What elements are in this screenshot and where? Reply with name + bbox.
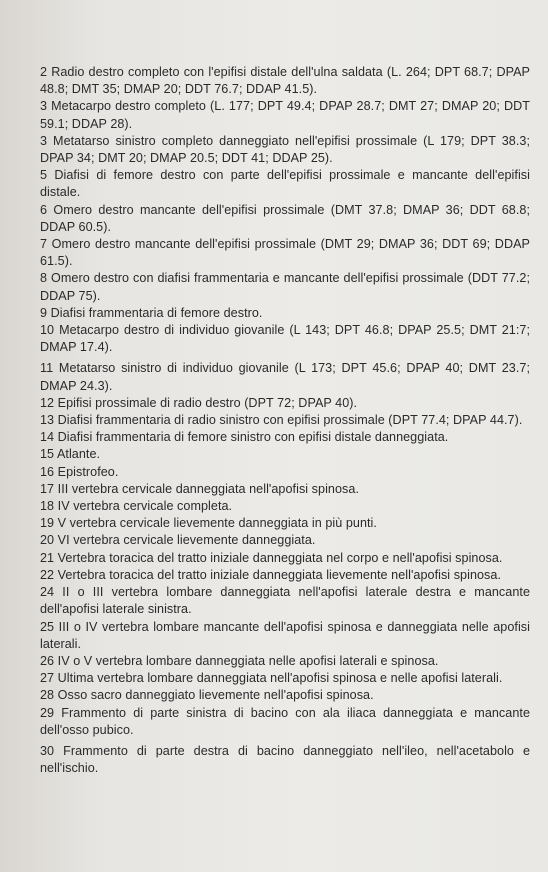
list-item: 16 Epistrofeo. [40, 464, 119, 479]
list-item: 21 Vertebra toracica del tratto iniziale danneggiata nel corpo e nell'apofisi spinosa. [40, 550, 503, 565]
list-item: 19 V vertebra cervicale lievemente danneggiata in più punti. [40, 516, 377, 531]
list-item: 14 Diafisi frammentaria di femore sinistro con epifisi distale danneggiata. [40, 430, 449, 445]
list-item: 3 Metacarpo destro completo (L. 177; DPT 49.4; DPAP 28.7; DMT 27; DMAP 20; DDT 59.1; DDAP 28). [40, 99, 530, 131]
list-item: 7 Omero destro mancante dell'epifisi prossimale (DMT 29; DMAP 36; DDT 69; DDAP 61.5). [40, 237, 530, 269]
list-item: 8 Omero destro con diafisi frammentaria e mancante dell'epifisi prossimale (DDT 77.2; DDAP 75). [40, 271, 530, 303]
list-item: 28 Osso sacro danneggiato lievemente nell'apofisi spinosa. [40, 688, 374, 703]
list-item: 5 Diafisi di femore destro con parte dell'epifisi prossimale e mancante dell'epifisi distale. [40, 168, 530, 200]
list-item: 2 Radio destro completo con l'epifisi distale dell'ulna saldata (L. 264; DPT 68.7; DPAP 48.8; DMT 35; DMAP 20; DDT 76.7; DDAP 41.5). [40, 65, 530, 97]
list-item: 27 Ultima vertebra lombare danneggiata nell'apofisi spinosa e nelle apofisi laterali. [40, 671, 503, 686]
inventory-list [40, 64, 530, 777]
list-item: 13 Diafisi frammentaria di radio sinistro con epifisi prossimale (DPT 77.4; DPAP 44.7). [40, 413, 523, 428]
list-item: 6 Omero destro mancante dell'epifisi prossimale (DMT 37.8; DMAP 36; DDT 68.8; DDAP 60.5). [40, 202, 530, 234]
list-item: 3 Metatarso sinistro completo danneggiato nell'epifisi prossimale (L 179; DPT 38.3; DPAP 34; DMT 20; DMAP 20.5; DDT 41; DDAP 25). [40, 133, 530, 166]
list-item: 18 IV vertebra cervicale completa. [40, 499, 233, 514]
list-item: 10 Metacarpo destro di individuo giovanile (L 143; DPT 46.8; DPAP 25.5; DMT 21:7; DMAP 17.4). [40, 323, 530, 355]
list-item: 17 III vertebra cervicale danneggiata nell'apofisi spinosa. [40, 481, 359, 496]
list-item: 11 Metatarso sinistro di individuo giovanile (L 173; DPT 45.6; DPAP 40; DMT 23.7; DMAP 24.3). [40, 361, 530, 393]
list-item: 25 III o IV vertebra lombare mancante dell'apofisi spinosa e danneggiata nelle apofisi laterali. [40, 619, 530, 651]
list-item: 29 Frammento di parte sinistra di bacino con ala iliaca danneggiata e mancante dell'osso pubico. [40, 705, 530, 737]
list-item: 30 Frammento di parte destra di bacino danneggiato nell'ileo, nell'acetabolo e nell'ischio. [40, 743, 530, 776]
list-item: 12 Epifisi prossimale di radio destro (DPT 72; DPAP 40). [40, 395, 358, 410]
list-item: 20 VI vertebra cervicale lievemente danneggiata. [40, 533, 316, 548]
list-item: 24 II o III vertebra lombare danneggiata nell'apofisi laterale destra e mancante dell'apofisi laterale sinistra. [40, 585, 530, 617]
list-item: 9 Diafisi frammentaria di femore destro. [40, 305, 263, 320]
list-item: 22 Vertebra toracica del tratto iniziale danneggiata lievemente nell'apofisi spinosa. [40, 567, 502, 582]
list-item: 26 IV o V vertebra lombare danneggiata nelle apofisi laterali e spinosa. [40, 653, 439, 668]
list-item: 15 Atlante. [40, 447, 101, 462]
